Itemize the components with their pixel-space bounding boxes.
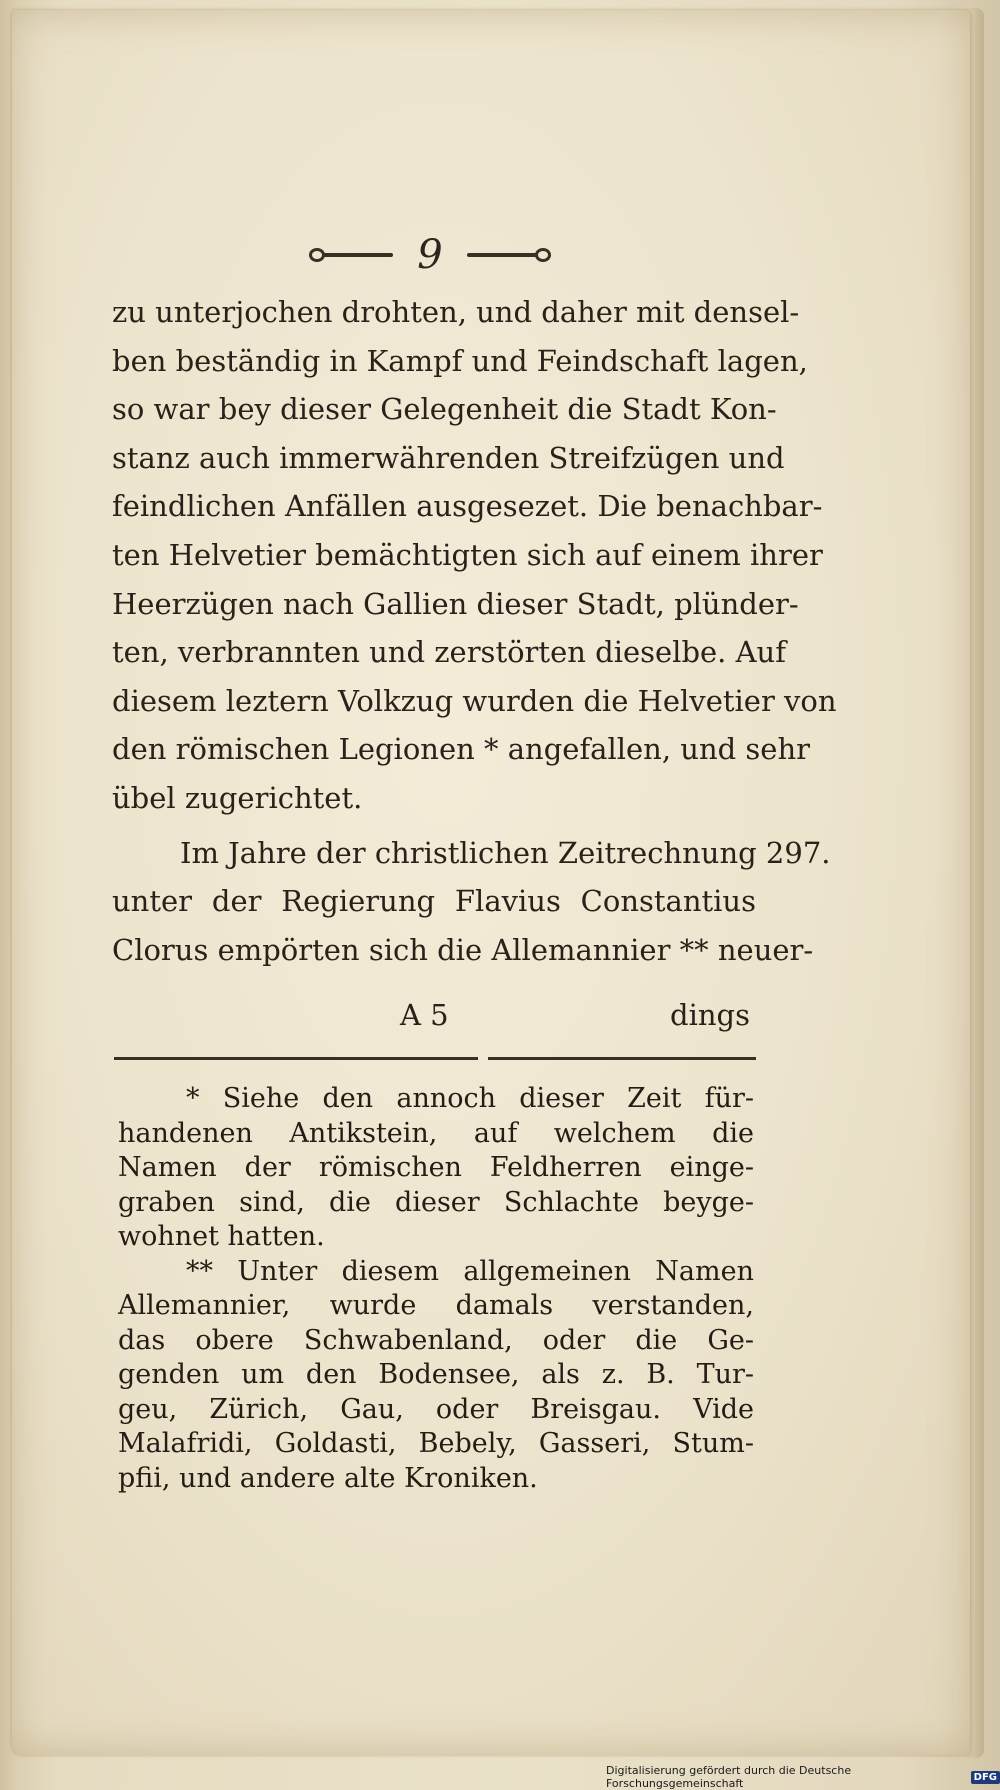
text-line: Im Jahre der christlichen Zeitrechnung 297. [180, 835, 831, 870]
footnote-line: pfii, und andere alte Kroniken. [118, 1462, 538, 1494]
main-text [112, 288, 837, 974]
footnote-line: Namen der römischen Feldherren einge- [118, 1152, 754, 1183]
digitization-credit [606, 1764, 1000, 1790]
text-line: unter der Regierung Flavius Constantius [112, 884, 756, 919]
footnote-rule-right [488, 1057, 756, 1060]
text-line: den römischen Legionen * angefallen, und sehr [112, 732, 811, 767]
credit-text: Digitalisierung gefördert durch die Deutsche Forschungsgemeinschaft [606, 1764, 852, 1790]
footnote-line: geu, Zürich, Gau, oder Breisgau. Vide [118, 1393, 754, 1425]
footnote-rule-left [114, 1057, 478, 1060]
footnote-line: graben sind, die dieser Schlachte beyge- [118, 1186, 754, 1218]
footnote-line: ** Unter diesem allgemeinen Namen [186, 1255, 754, 1287]
footnote-line: Malafridi, Goldasti, Bebely, Gasseri, Stum- [118, 1428, 754, 1459]
text-line: stanz auch immerwährenden Streifzügen und [112, 440, 785, 475]
text-line: so war bey dieser Gelegenheit die Stadt Kon- [112, 392, 777, 427]
page-header [290, 230, 570, 280]
text-line: ten, verbrannten und zerstörten dieselbe. Auf [112, 635, 786, 670]
footnote-line: Allemannier, wurde damals verstanden, [118, 1290, 754, 1321]
text-line: Clorus empörten sich die Allemannier ** neuer- [112, 932, 814, 967]
right-ornament-icon [461, 248, 551, 262]
text-line: zu unterjochen drohten, und daher mit densel- [112, 295, 800, 329]
footnote-line: handenen Antikstein, auf welchem die [118, 1117, 754, 1149]
dfg-logo-icon: DFG [971, 1771, 1000, 1784]
left-ornament-icon [309, 248, 399, 262]
signature-mark: A 5 [400, 998, 449, 1032]
page-number: 9 [417, 232, 443, 278]
footnote-line: genden um den Bodensee, als z. B. Tur- [118, 1359, 754, 1390]
text-line: ten Helvetier bemächtigten sich auf einem ihrer [112, 537, 823, 572]
signature-line [112, 998, 756, 1042]
footnote-line: * Siehe den annoch dieser Zeit für- [186, 1083, 754, 1114]
text-line: feindlichen Anfällen ausgesezet. Die benachbar- [112, 489, 823, 524]
catchword: dings [670, 998, 750, 1032]
text-line: ben beständig in Kampf und Feindschaft lagen, [112, 343, 808, 378]
text-line: diesem leztern Volkzug wurden die Helvetier von [112, 683, 837, 718]
footnotes [118, 1082, 754, 1496]
text-line: übel zugerichtet. [112, 780, 363, 815]
footnote-line: das obere Schwabenland, oder die Ge- [118, 1324, 754, 1356]
footnote-line: wohnet hatten. [118, 1221, 325, 1252]
text-line: Heerzügen nach Gallien dieser Stadt, plünder- [112, 586, 799, 621]
